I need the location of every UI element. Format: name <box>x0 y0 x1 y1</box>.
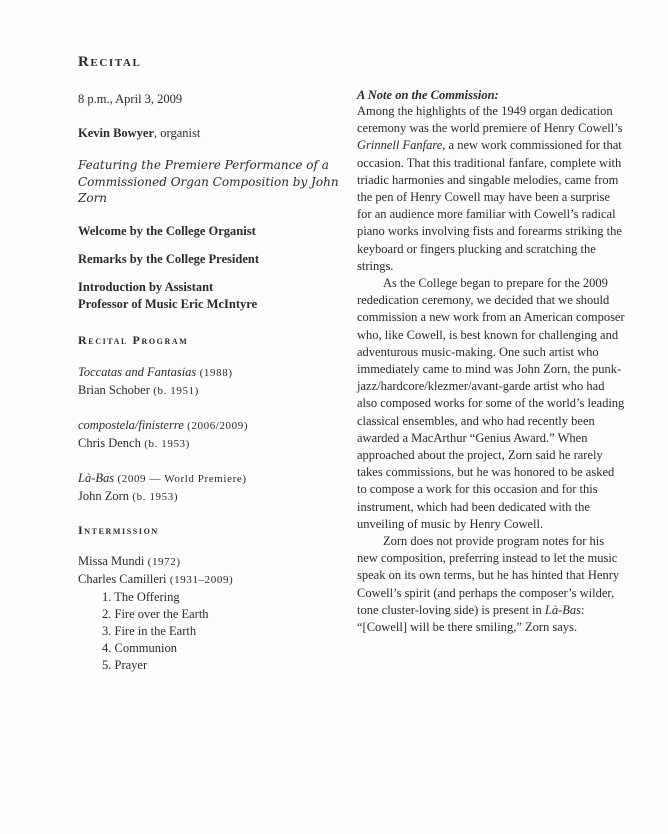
piece-title-line <box>78 417 340 435</box>
work-title: Là-Bas <box>544 602 582 617</box>
piece-year: (2009 — World Premiere) <box>114 472 247 485</box>
note-title: A Note on the Commission: <box>357 88 499 102</box>
composer-dates: (b. 1953) <box>140 437 190 450</box>
program-piece <box>78 364 340 400</box>
movement-item: 5. Prayer <box>102 657 148 672</box>
performer-line <box>78 125 340 142</box>
composer-dates: (1931–2009) <box>166 573 234 586</box>
composer-dates: (b. 1953) <box>129 490 179 503</box>
introduction-line-1: Introduction by Assistant <box>78 279 214 294</box>
movement-item: 1. The Offering <box>102 589 180 604</box>
featuring-line-1: Featuring the Premiere Performance of a <box>78 158 329 172</box>
piece-year: (1988) <box>196 366 233 379</box>
recital-date: 8 p.m., April 3, 2009 <box>78 92 183 106</box>
note-paragraph-1 <box>357 103 627 275</box>
piece-composer: Chris Dench <box>78 435 141 450</box>
work-title: Grinnell Fanfare <box>357 138 443 153</box>
paragraph-text: , a new work commissioned for that occasion. That this traditional fanfare, complete with triadic harmonies and singable melodies, came from the pen of Henry Cowell may have been a surprise for an audience more familiar with Cowell’s radical piano works involving fists and forearms striking the keyboard or fingers plucking and scratching the strings. <box>357 138 622 273</box>
remarks-line: Remarks by the College President <box>78 251 259 266</box>
piece-title-line <box>78 553 340 571</box>
introduction-line <box>78 279 340 313</box>
piece-composer-line <box>78 435 340 453</box>
program-heading: Recital Program <box>78 332 189 347</box>
movement-list <box>78 589 340 674</box>
featuring-note <box>78 157 340 207</box>
right-column <box>357 88 627 636</box>
program-piece <box>78 470 340 506</box>
performer-role: , organist <box>154 126 201 140</box>
piece-title-line <box>78 470 340 488</box>
piece-composer: John Zorn <box>78 488 130 503</box>
introduction-line-2: Professor of Music Eric McIntyre <box>78 296 258 311</box>
movement-item: 3. Fire in the Earth <box>102 623 197 638</box>
piece-title: Toccatas and Fantasias <box>78 364 197 379</box>
piece-composer-line <box>78 382 340 400</box>
program-piece <box>78 417 340 453</box>
piece-year: (1972) <box>144 555 181 568</box>
intermission-heading: Intermission <box>78 522 159 537</box>
movement-item: 2. Fire over the Earth <box>102 606 209 621</box>
welcome-line: Welcome by the College Organist <box>78 223 256 238</box>
piece-composer-line <box>78 488 340 506</box>
featuring-line-2: Commissioned Organ Composition by John Zorn <box>78 174 339 205</box>
piece-year: (2006/2009) <box>183 419 249 432</box>
piece-composer: Charles Camilleri <box>78 571 167 586</box>
piece-title: compostela/finisterre <box>78 417 184 432</box>
piece-composer-line <box>78 571 340 589</box>
note-paragraph-2: As the College began to prepare for the 2009 rededication ceremony, we decided that we should commission a new work from an American composer who, like Cowell, is best known for challenging and adventurous music-making. One such artist who immediately came to mind was John Zorn, the punk-jazz/hardcore/klezmer/avant-garde artist who had also composed works for some of the world’s leading classical ensembles, and who had recently been awarded a MacArthur “Genius Award.” When approached about the project, Zorn said he rarely takes commissions, but he was honored to be asked to compose a work for this occasion and for this instrument, which had been dedicated with the unveiling of music by Henry Cowell. <box>357 276 625 531</box>
performer-name: Kevin Bowyer <box>78 126 155 140</box>
paragraph-text: Among the highlights of the 1949 organ dedication ceremony was the world premiere of Henry Cowell’s <box>357 104 623 136</box>
paragraph-text: Zorn does not provide program notes for his new composition, preferring instead to let the music speak on its own terms, but he has hinted that Henry Cowell’s spirit (and perhaps the composer’s wilder, tone cluster-loving side) is present in <box>357 534 620 617</box>
movement-item: 4. Communion <box>102 640 178 655</box>
piece-title: Missa Mundi <box>78 553 145 568</box>
piece-composer: Brian Schober <box>78 382 150 397</box>
left-column <box>78 54 340 674</box>
recital-heading: Recital <box>78 54 142 70</box>
note-paragraph-3 <box>357 533 627 636</box>
final-piece <box>78 553 340 674</box>
piece-title: Là-Bas <box>78 470 115 485</box>
piece-title-line <box>78 364 340 382</box>
composer-dates: (b. 1951) <box>149 384 199 397</box>
paragraph-text: : “[Cowell] will be there smiling,” Zorn says. <box>357 602 585 635</box>
